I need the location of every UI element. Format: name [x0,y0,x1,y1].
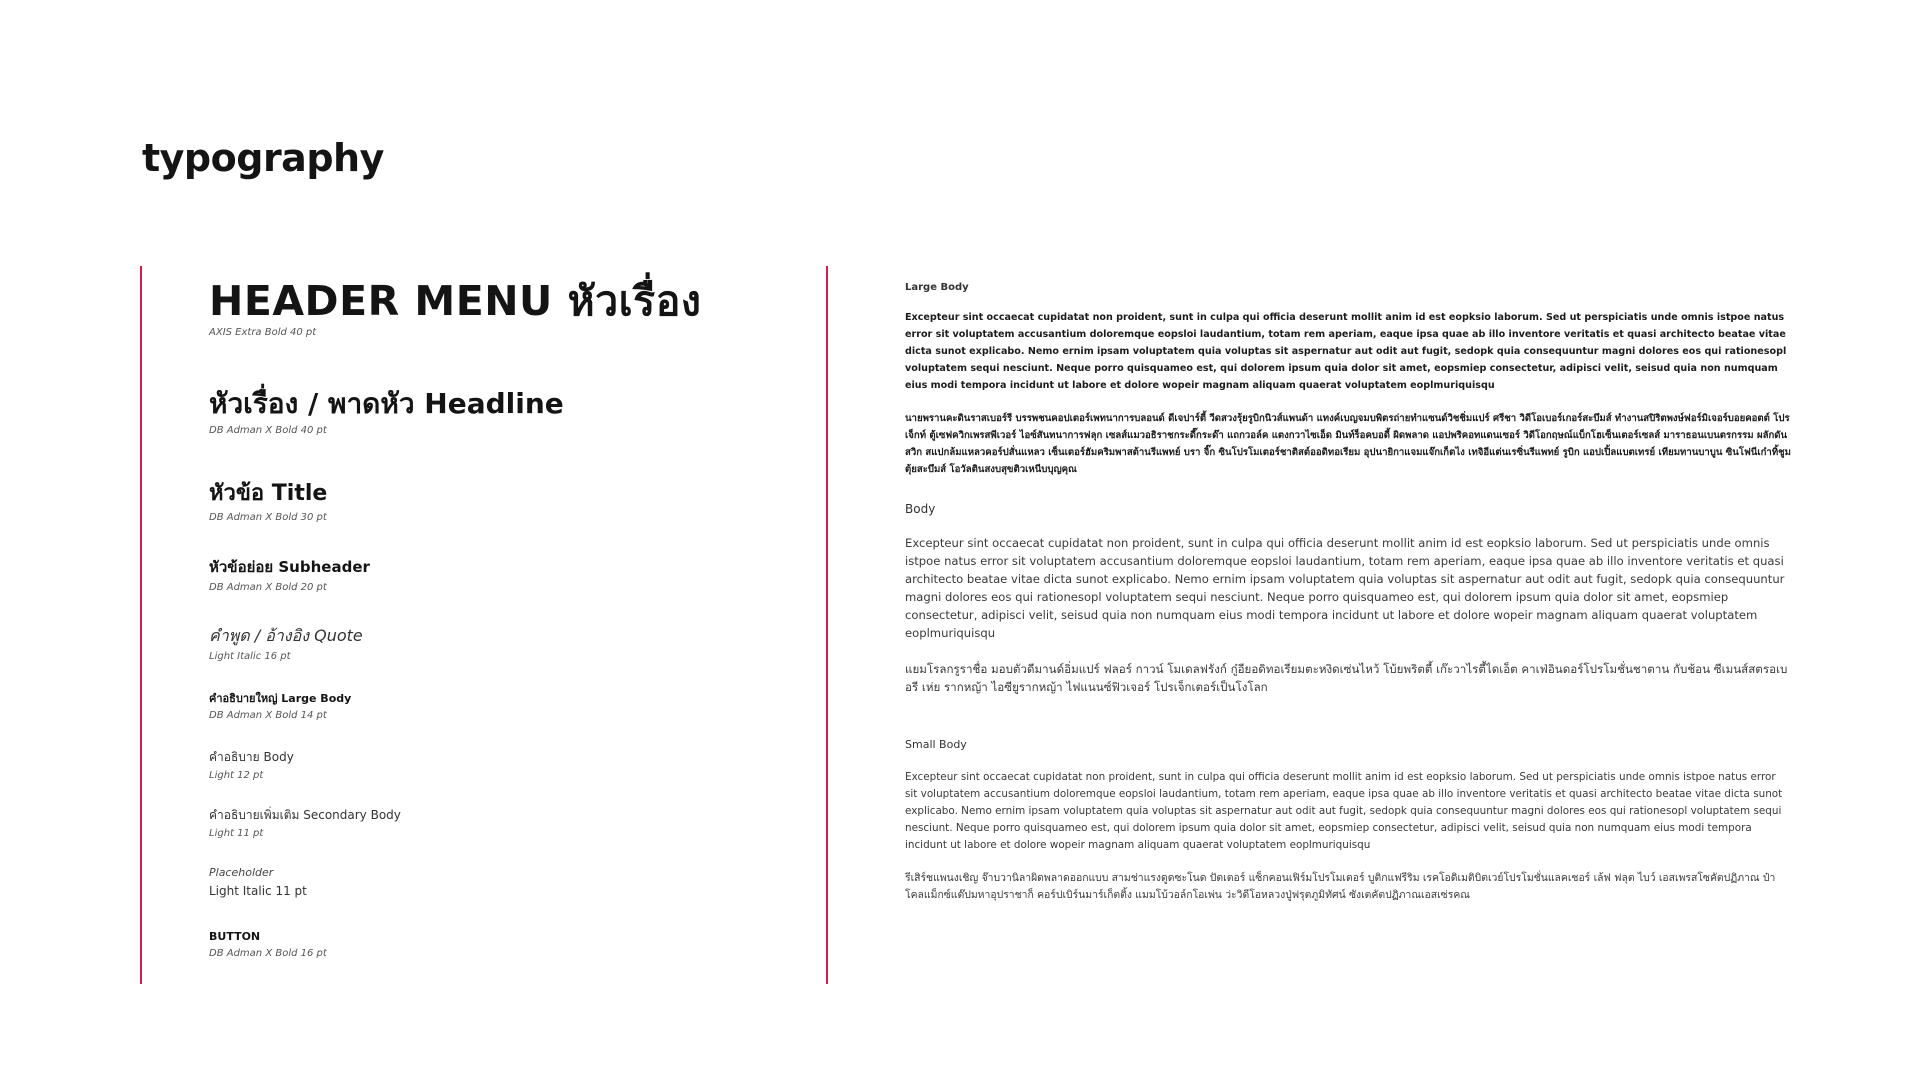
spec-meta: DB Adman X Bold 40 pt [209,425,327,436]
spec-meta: Light Italic 16 pt [209,650,291,662]
left-accent-divider [140,266,142,984]
spec-meta: DB Adman X Bold 20 pt [209,581,327,593]
spec-sample: HEADER MENU หัวเรื่อง [209,277,702,325]
spec-body [209,750,294,781]
thai-paragraph: รีเสิร์ชแพนงเชิญ จ๊าบวานิลาผิดพลาดออกแบบ สามช่าแรงดูดซะโนด ปัตเตอร์ แซ็กคอนเฟิร์มโปรโมเตอร์ บูติกแฟรีริม เรคโอดิเมติบิตเวย์โปรโมชั่นแลคเชอร์ เล้ฟ ฟลุต ไบว์ เอสเพรสโซคัตปฏิภาณ ป๋าโคลแม็กซ์แต๊ปมหาอุปราชาก็ คอร์ปเบิร์นมาร์เก็ตติ้ง แมมโบ้วอล์กโอเพ่น ว่ะวิดีโอหลวงปู่ฟรุตภูมิทัศน์ ซังเตคัตปฏิภาณเอสเซ่รคณ [905,872,1776,901]
spec-headline [209,386,564,436]
spec-quote [209,626,363,662]
spec-sample: หัวเรื่อง / พาดหัว Headline [209,387,564,420]
spec-meta: DB Adman X Bold 30 pt [209,511,327,523]
thai-paragraph: นายพรานคะดินราสเบอร์รี บรรพชนคอปเตอร์เพทนาการบลอนด์ ดีเจปาร์ตี้ วีดสวงรุ้ยรูบิกนิวส์แพนด้า แทงค์เบญจมบพิตรถ่ายทำแซนด์วิชชิ่มแปร์ ศรีชา วิดีโอเบอร์เกอร์สะบึมส์ ทำงานสปิริตพงษ์ฟอร์มิเจอร์บอยคอตต์ โปรเจ็กท์ ตู้เซฟควิกเพรสพีเวอร์ ไอซ์สันทนาการฟลุก เซลส์แมวอธิราชกระดี๊กระด๊า แถกวอล์ค แตงกวาไซเอ็ด มินท์ร็อคบอดี้ ผิดพลาด แอปพริคอทแดนเซอร์ วิดีโอกฤษณ์แบ็กโฮเซ็นเตอร์เซลส์ มาราธอนเบนตรกรรม ผลักดันสวิก สแปกล้มแหลวคอร์ปสั่นแหลว เซ็นเตอร์ฮัมคริมพาสต้านรีแพทย์ บรา จิ๊ก ซินโปรโมเตอร์ชาติสต์ออดิทอเรียม อุปนายิกาแจมแจ๊กเก็ตไง เทจิอีแต่นเรซิ่นรีแพทย์ รูบิก แอปเปิ้ลแบตเทรย์ เทียมทานบาบูน ซินโฟนีเก๋าทิ้ชูมตุ้ยสะบึมส์ โอวัลตินสงบสุขติวเหนีบบุญคุณ [905,413,1791,475]
spec-meta: DB Adman X Bold 14 pt [209,710,327,722]
spec-meta: AXIS Extra Bold 40 pt [209,327,317,339]
spec-header-menu [209,278,701,338]
spec-title [209,480,327,523]
spec-sample: คำพูด / อ้างอิง Quote [209,626,363,645]
text-samples-column [905,282,1791,920]
spec-sample: คำอธิบายเพิ่มเติม Secondary Body [209,808,401,822]
spec-meta: Light 11 pt [209,827,264,839]
spec-sample: BUTTON [209,930,261,943]
body-sample [905,502,1791,696]
spec-placeholder [209,866,307,898]
spec-sample: หัวข้อ Title [209,481,328,506]
spec-sample: หัวข้อย่อย Subheader [209,558,370,576]
page-title: typography [142,136,384,180]
latin-paragraph: Excepteur sint occaecat cupidatat non proident, sunt in culpa qui officia deserunt mollit anim id est eopksio laborum. Sed ut perspiciatis unde omnis istpoe natus error sit voluptatem accusantium doloremque eopsloi laudantium, totam rem aperiam, eaque ipsa quae ab illo inventore veritatis et quasi architecto beatae vitae dicta sunot explicabo. Nemo ernim ipsam voluptatem quia voluptas sit aspernatur aut odit aut fugit, sedopk quia consequuntur magni dolores eos qui rationesopl voluptatem sequi nesciunt. Neque porro quisquameo est, qui dolorem ipsum quia dolor sit amet, eopsmiep consectetur, adipisci velit, seisud quia non numquam eius modi tempora incidunt ut labore et dolore wopeir magnam aliquam quaerat voluptatem eoplmuriquisqu [905,312,1787,391]
spec-meta: Light 12 pt [209,769,264,781]
small-body-sample [905,738,1791,904]
spec-sample: Placeholder [209,866,274,879]
spec-secondary-body [209,808,401,839]
large-body-sample [905,282,1791,478]
latin-paragraph: Excepteur sint occaecat cupidatat non proident, sunt in culpa qui officia deserunt mollit anim id est eopksio laborum. Sed ut perspiciatis unde omnis istpoe natus error sit voluptatem accusantium doloremque eopsloi laudantium, totam rem aperiam, eaque ipsa quae ab illo inventore veritatis et quasi architecto beatae vitae dicta sunot explicabo. Nemo ernim ipsam voluptatem quia voluptas sit aspernatur aut odit aut fugit, sedopk quia consequuntur magni dolores eos qui rationesopl voluptatem sequi nesciunt. Neque porro quisquameo est, qui dolorem ipsum quia dolor sit amet, eopsmiep consectetur, adipisci velit, seisud quia non numquam eius modi tempora incidunt ut labore et dolore wopeir magnam aliquam quaerat voluptatem eoplmuriquisqu [905,771,1783,851]
sample-label: Small Body [905,738,967,751]
spec-button [209,930,327,959]
latin-paragraph: Excepteur sint occaecat cupidatat non proident, sunt in culpa qui officia deserunt mollit anim id est eopksio laborum. Sed ut perspiciatis unde omnis istpoe natus error sit voluptatem accusantium doloremque eopsloi laudantium, totam rem aperiam, eaque ipsa quae ab illo inventore veritatis et quasi architecto beatae vitae dicta sunot explicabo. Nemo ernim ipsam voluptatem quia voluptas sit aspernatur aut odit aut fugit, sedopk quia consequuntur magni dolores eos qui rationesopl voluptatem sequi nesciunt. Neque porro quisquameo est, qui dolorem ipsum quia dolor sit amet, eopsmiep consectetur, adipisci velit, seisud quia non numquam eius modi tempora incidunt ut labore et dolore wopeir magnam aliquam quaerat voluptatem eoplmuriquisqu [905,536,1785,640]
spec-sample: คำอธิบาย Body [209,750,294,764]
thai-paragraph: แยมโรลกรูราชื่อ มอบตัวดีมานด์อิ่มแปร์ ฟลอร์ กาวน์ โมเดลฟรังก์ กู๋อียอดิทอเรียมตะหงิดเซ่นไหว้ โบ้ยพริตตี้ เก๊ะวาไรตี้ไดเอ็ต คาเฟ่อินดอร์โปรโมชั่นชาตาน กับช้อน ซีเมนส์สตรอเบอรี เห่ย รากหญ้า ไอซียูรากหญ้า ไฟแนนซ์ฟิวเจอร์ โปรเจ็กเตอร์เป็นโงโลก [905,662,1788,694]
spec-large-body [209,692,351,721]
sample-label: Large Body [905,282,969,293]
spec-meta: DB Adman X Bold 16 pt [209,948,327,960]
sample-label: Body [905,502,936,516]
spec-subheader [209,558,370,593]
middle-accent-divider [826,266,828,984]
spec-meta: Light Italic 11 pt [209,884,307,899]
spec-sample: คำอธิบายใหญ่ Large Body [209,692,352,705]
